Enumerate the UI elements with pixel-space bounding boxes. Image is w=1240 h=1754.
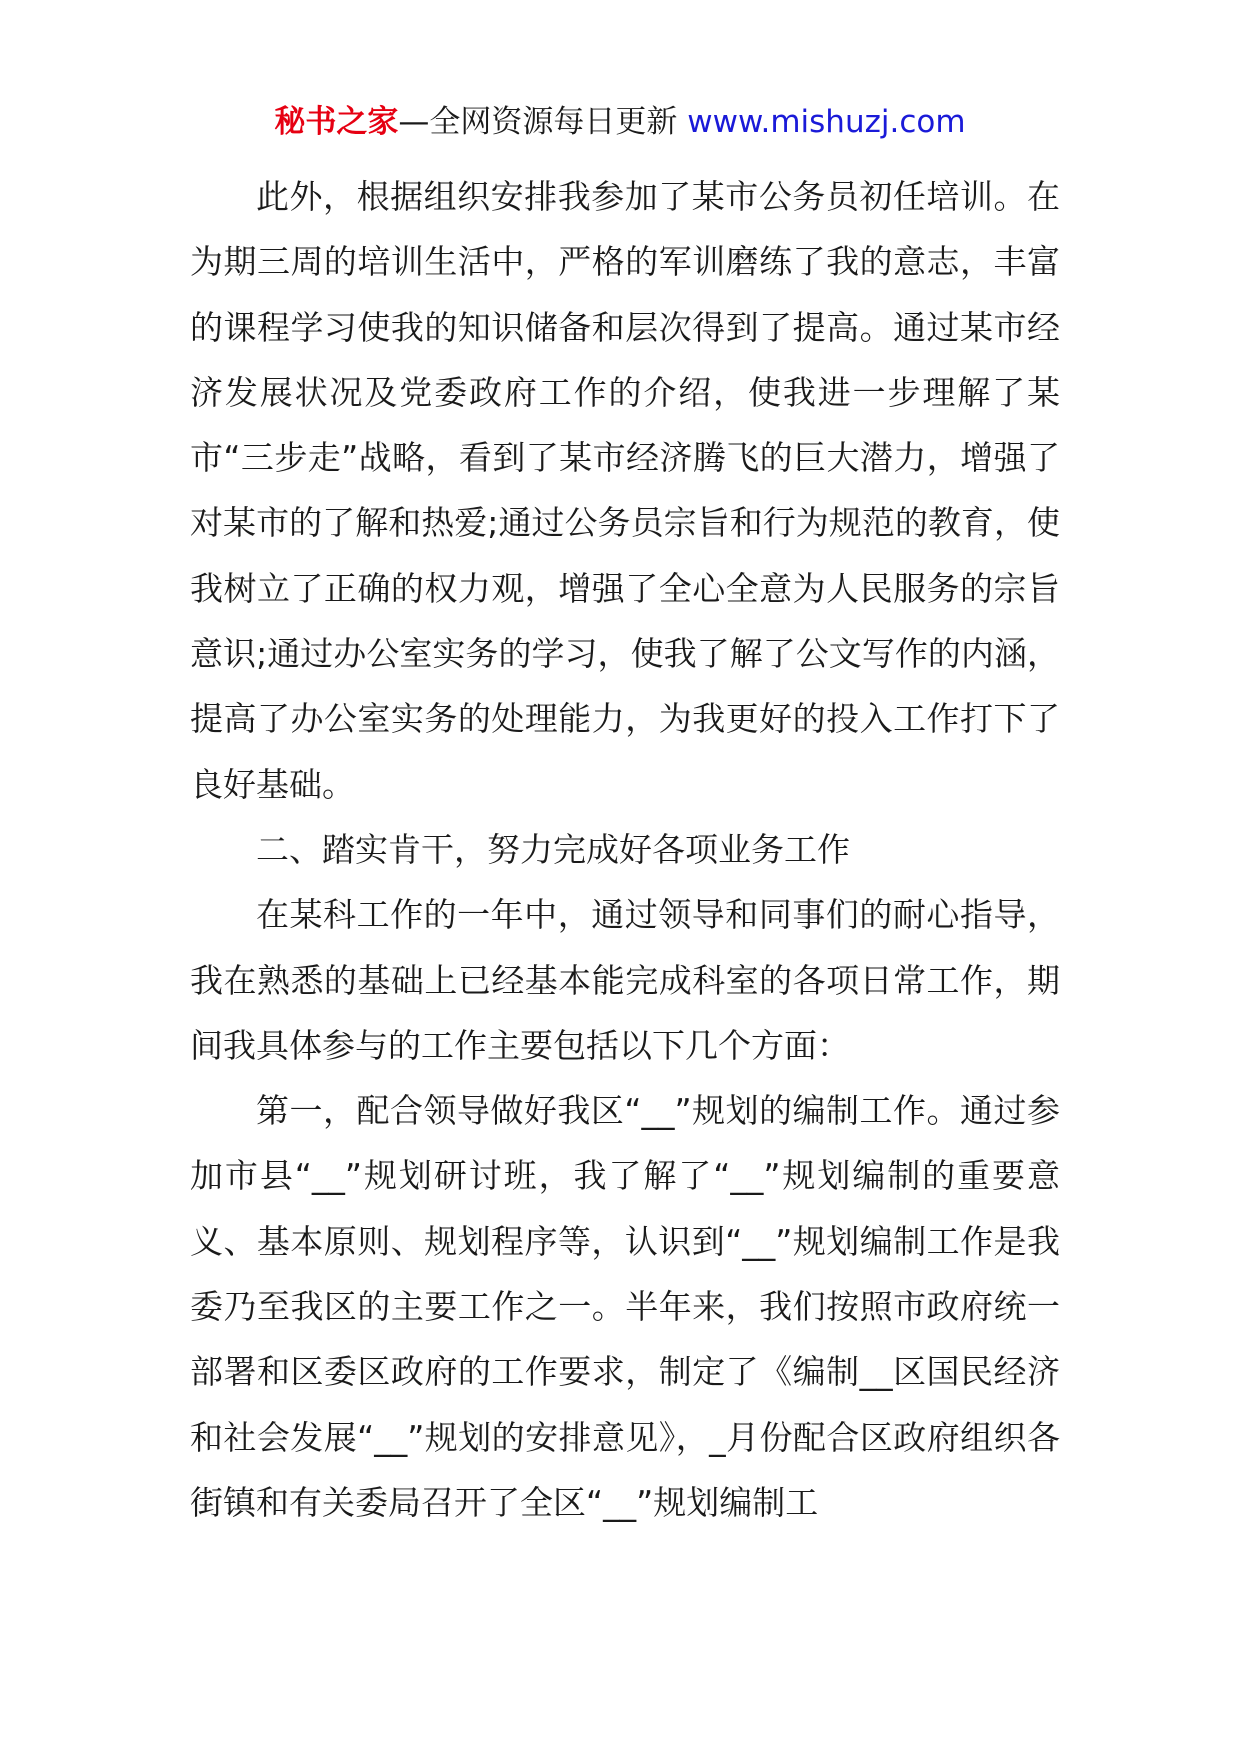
document-body [190, 164, 1060, 1535]
paragraph-planning-work: 第一，配合领导做好我区“__”规划的编制工作。通过参加市县“__”规划研讨班，我了解了“__”规划编制的重要意义、基本原则、规划程序等，认识到“__”规划编制工作是我委乃至我区的主要工作之一。半年来，我们按照市政府统一部署和区委区政府的工作要求，制定了《编制__区国民经济和社会发展“__”规划的安排意见》，_月份配合区政府组织各街镇和有关委局召开了全区“__”规划编制工 [190, 1091, 1060, 1522]
paragraph-work-overview: 在某科工作的一年中，通过领导和同事们的耐心指导，我在熟悉的基础上已经基本能完成科室的各项日常工作，期间我具体参与的工作主要包括以下几个方面： [190, 895, 1060, 1065]
site-url-link[interactable]: www.mishuzj.com [677, 104, 966, 140]
section-heading: 二、踏实肯干，努力完成好各项业务工作 [256, 829, 850, 869]
paragraph-training: 此外，根据组织安排我参加了某市公务员初任培训。在为期三周的培训生活中，严格的军训磨练了我的意志，丰富的课程学习使我的知识储备和层次得到了提高。通过某市经济发展状况及党委政府工作的介绍，使我进一步理解了某市“三步走”战略，看到了某市经济腾飞的巨大潜力，增强了对某市的了解和热爱;通过公务员宗旨和行为规范的教育，使我树立了正确的权力观，增强了全心全意为人民服务的宗旨意识;通过办公室实务的学习，使我了解了公文写作的内涵，提高了办公室实务的处理能力，为我更好的投入工作打下了良好基础。 [190, 177, 1060, 804]
brand-name: 秘书之家 [274, 104, 399, 140]
site-header [0, 100, 1240, 144]
header-slogan: —全网资源每日更新 [398, 104, 678, 140]
